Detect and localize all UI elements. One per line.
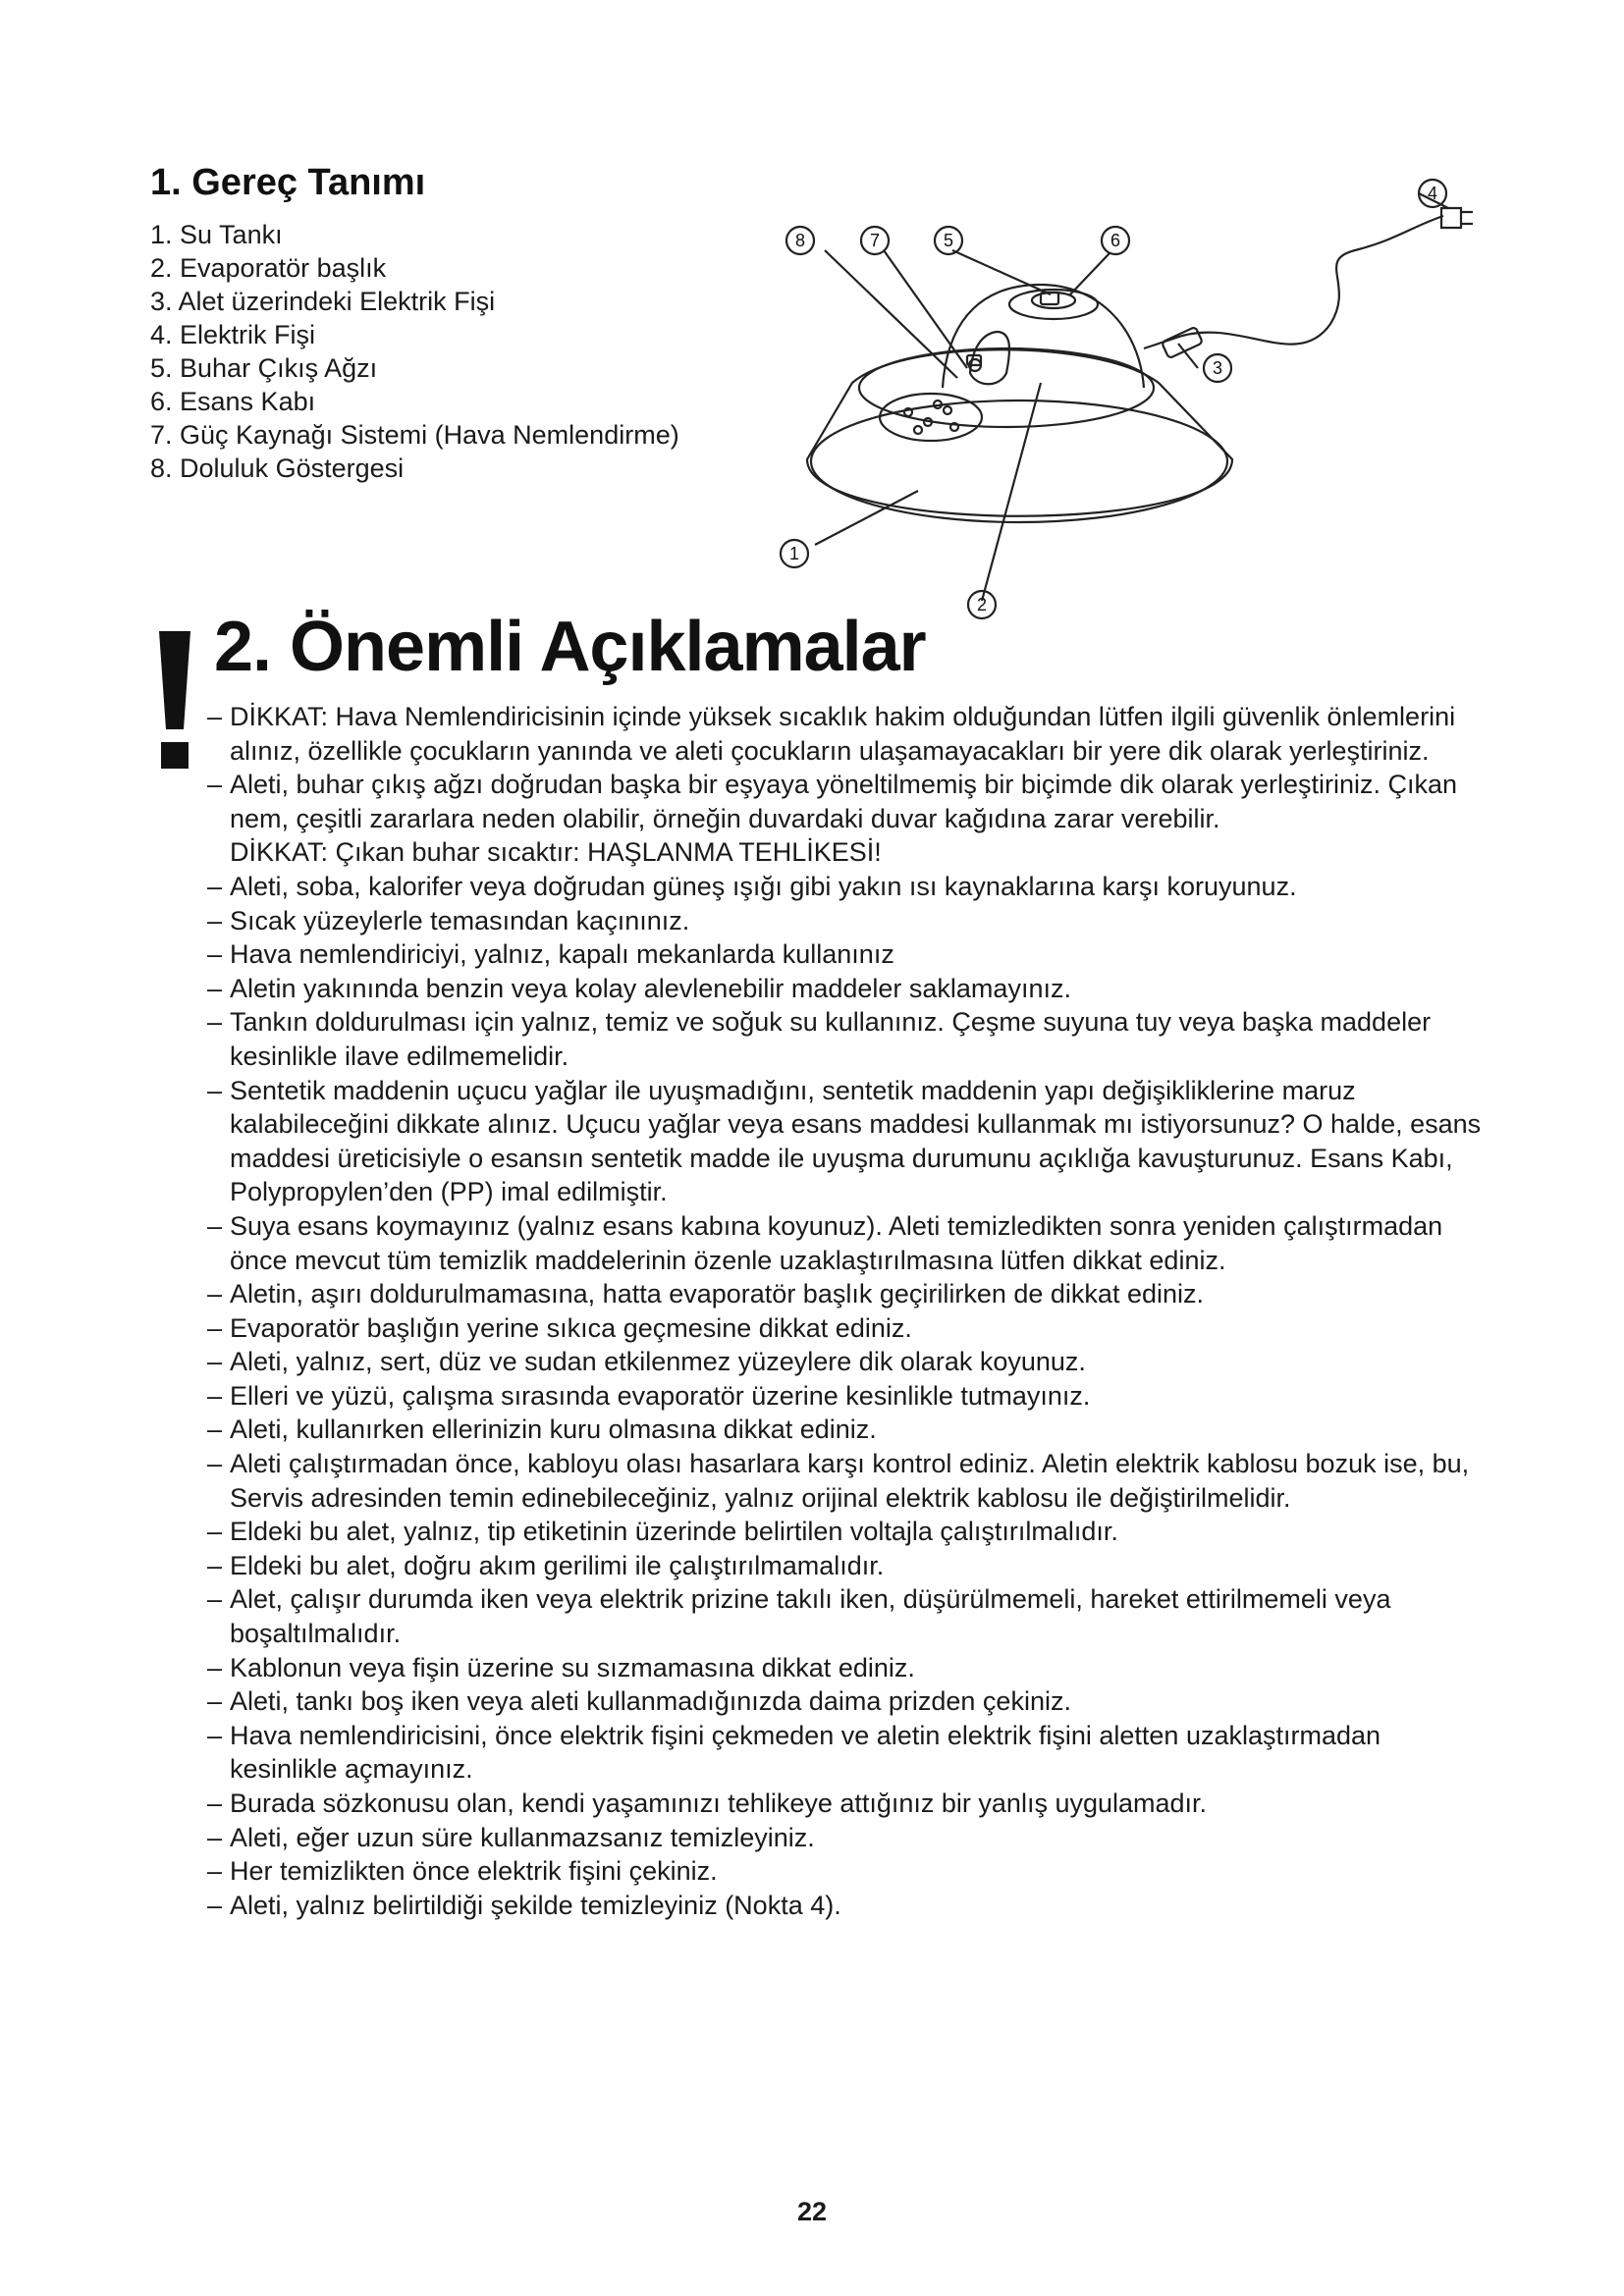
parts-list-item: 8. Doluluk Göstergesi [150,454,405,483]
parts-list-item: 1. Su Tankı [150,220,283,249]
page-number: 22 [796,2197,828,2226]
note-item: – Aleti, yalnız, sert, düz ve sudan etkilenmez yüzeylere dik olarak koyunuz. [208,1345,1485,1379]
parts-list-item: 7. Güç Kaynağı Sistemi (Hava Nemlendirme) [150,420,679,450]
note-item: – Aleti, soba, kalorifer veya doğrudan güneş ışığı gibi yakın ısı kaynaklarına karşı koruyunuz. [208,870,1485,904]
note-item: – Aletin, aşırı doldurulmamasına, hatta evaporatör başlık geçirilirken de dikkat ediniz. [208,1277,1485,1311]
fill-indicator [970,332,1009,384]
note-item: – Eldeki bu alet, yalnız, tip etiketinin üzerinde belirtilen voltajla çalıştırılmalıdır. [208,1515,1485,1549]
note-item: – Aleti, eğer uzun süre kullanmazsanız temizleyiniz. [208,1821,1485,1855]
callout-7: 7 [869,231,881,250]
note-item: – Hava nemlendiriciyi, yalnız, kapalı mekanlarda kullanınız [208,937,1485,972]
humidifier-diagram [756,167,1502,628]
note-item: – Elleri ve yüzü, çalışma sırasında evaporatör üzerine kesinlikle tutmayınız. [208,1379,1485,1414]
note-item: – Aleti, yalnız belirtildiği şekilde temizleyiniz (Nokta 4). [208,1889,1485,1923]
evaporator-dome [943,285,1144,388]
parts-list-item: 2. Evaporatör başlık [150,253,387,283]
note-item: – Sıcak yüzeylerle temasından kaçınınız. [208,904,1485,938]
note-item: – Suya esans koymayınız (yalnız esans kabına koyunuz). Aleti temizledikten sonra yeniden çalıştırmadan önce mevcut tüm temizlik maddelerinin özenle uzaklaştırılmasına lütfen dikkat ediniz. [208,1209,1485,1277]
tank-outline [807,349,1232,516]
note-item: – DİKKAT: Hava Nemlendiricisinin içinde yüksek sıcaklık hakim olduğundan lütfen ilgili güvenlik önlemlerini alınız, özellikle çocukların yanında ve aleti çocukların ulaşamayacakları bir yere dik olarak yerleştiriniz. [208,700,1485,768]
note-item: – Kablonun veya fişin üzerine su sızmamasına dikkat ediniz. [208,1651,1485,1685]
note-item: – Aletin yakınında benzin veya kolay alevlenebilir maddeler saklamayınız. [208,972,1485,1006]
note-item: – Burada sözkonusu olan, kendi yaşamınızı tehlikeye attığınız bir yanlış uygulamadır. [208,1787,1485,1821]
note-item: – Alet, çalışır durumda iken veya elektrik prizine takılı iken, düşürülmemeli, hareket ettirilmemeli veya boşaltılmalıdır. [208,1582,1485,1650]
note-item: – Tankın doldurulması için yalnız, temiz ve soğuk su kullanınız. Çeşme suyuna tuy veya başka maddeler kesinlikle ilave edilmemelidir. [208,1005,1485,1073]
parts-list-item: 5. Buhar Çıkış Ağzı [150,353,378,383]
parts-list-item: 4. Elektrik Fişi [150,320,316,349]
note-item: – Aleti, buhar çıkış ağzı doğrudan başka bir eşyaya yöneltilmemiş bir biçimde dik olarak yerleştiriniz. Çıkan nem, çeşitli zararlara neden olabilir, örneğin duvardaki duvar kağıdına zarar verebilir. [208,768,1485,835]
section2-title: 2. Önemli Açıklamalar [214,608,926,686]
note-item: – Aleti çalıştırmadan önce, kabloyu olası hasarlara karşı kontrol ediniz. Aletin elektrik kablosu bozuk ise, bu, Servis adresinden temin edinebileceğiniz, yalnız orijinal elektrik kablosu ile değiştirilmelidir. [208,1447,1485,1515]
power-plug [1441,208,1473,228]
note-item: – Eldeki bu alet, doğru akım gerilimi ile çalıştırılmamalıdır. [208,1549,1485,1583]
callout-6: 6 [1110,231,1121,250]
parts-list-item: 3. Alet üzerindeki Elektrik Fişi [150,287,496,316]
callout-5: 5 [943,231,954,250]
parts-list [150,218,679,485]
callout-3: 3 [1212,358,1223,378]
callout-2: 2 [976,595,988,614]
note-item: – Sentetik maddenin uçucu yağlar ile uyuşmadığını, sentetik maddenin yapı değişikliklerine maruz kalabileceğini dikkate alınız. Uçucu yağlar veya esans maddesi kullanmak mı istiyorsunuz? O halde, esans maddesi üreticisiyle o esansın sentetik madde ile uyuşma durumunu açıklığa kavuşturunuz. Esans Kabı, Polypropylen’den (PP) imal edilmiştir. [208,1074,1485,1209]
note-item: – Hava nemlendiricisini, önce elektrik fişini çekmeden ve aletin elektrik fişini aletten uzaklaştırmadan kesinlikle açmayınız. [208,1719,1485,1787]
note-item: – Aleti, tankı boş iken veya aleti kullanmadığınızda daima prizden çekiniz. [208,1684,1485,1719]
parts-list-item: 6. Esans Kabı [150,387,316,416]
vent-grille [880,394,982,441]
callout-1: 1 [788,544,800,563]
callout-8: 8 [794,231,806,250]
note-item: – Aleti, kullanırken ellerinizin kuru olmasına dikkat ediniz. [208,1413,1485,1447]
notes-list [208,700,1485,1922]
section1-title: 1. Gereç Tanımı [150,162,426,203]
warning-exclamation-icon [157,631,192,769]
tank-upper [859,348,1154,427]
note-item: – Her temizlikten önce elektrik fişini çekiniz. [208,1854,1485,1889]
note-item: – Evaporatör başlığın yerine sıkıca geçmesine dikkat ediniz. [208,1311,1485,1346]
note-item: DİKKAT: Çıkan buhar sıcaktır: HAŞLANMA TEHLİKESİ! [230,837,882,868]
callout-4: 4 [1427,184,1438,203]
appliance-plug [1162,327,1203,358]
